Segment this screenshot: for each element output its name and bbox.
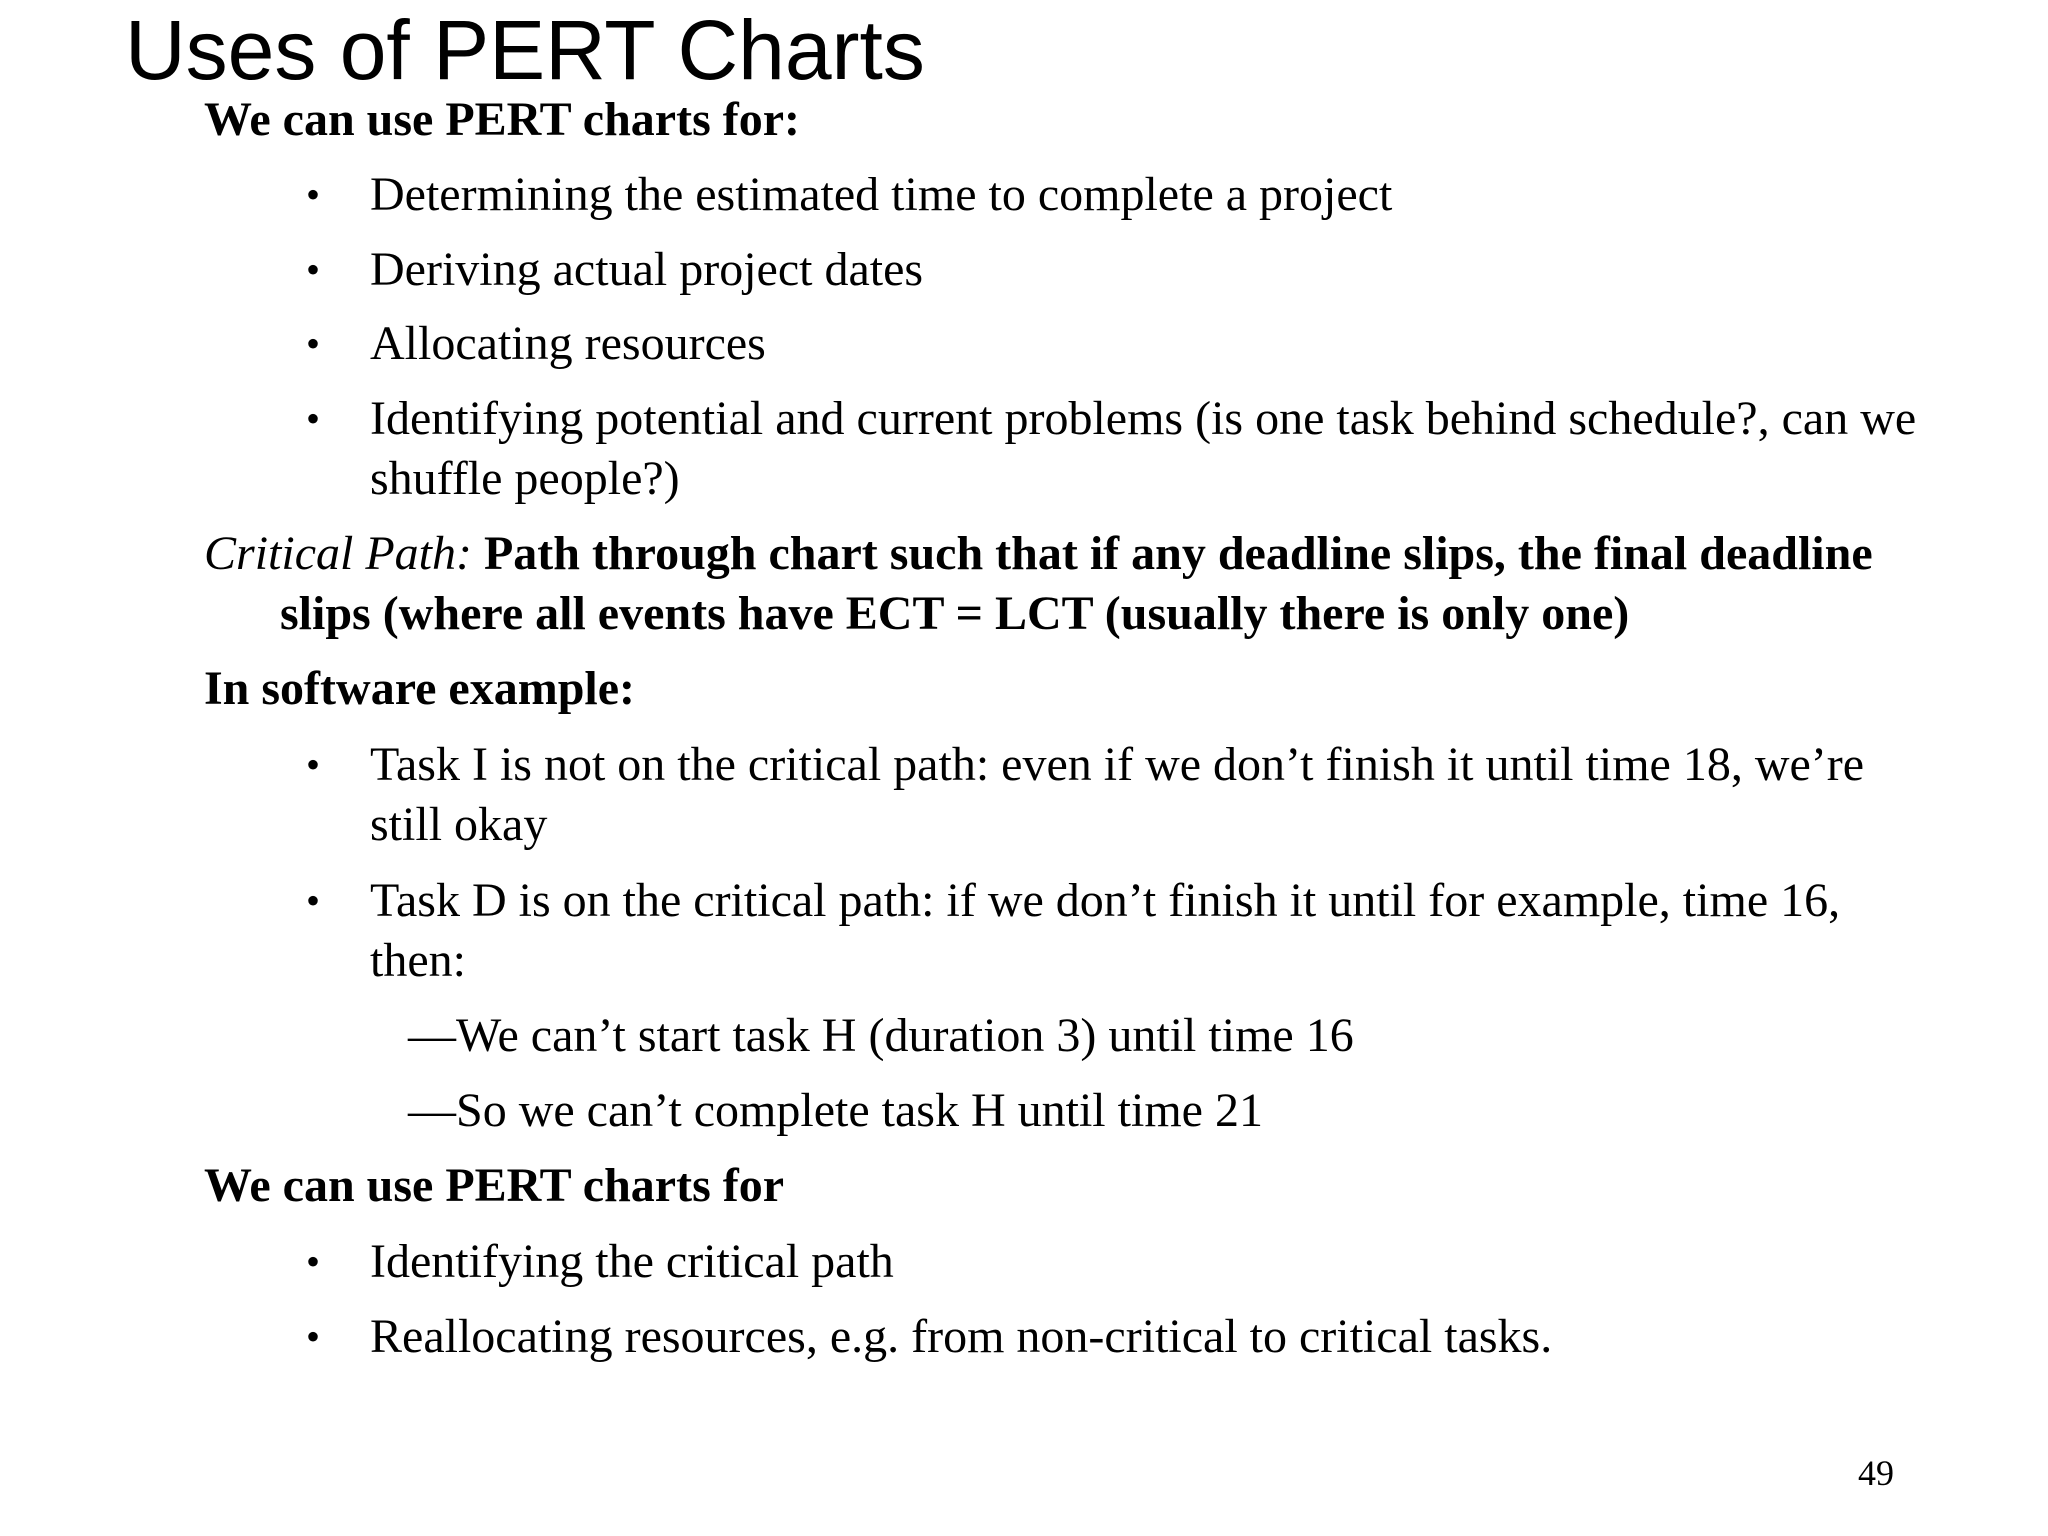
list-item: Determining the estimated time to complete a project bbox=[370, 168, 1393, 221]
list-item-continuation: still okay bbox=[370, 798, 548, 851]
list-item: Task I is not on the critical path: even if we don’t finish it until time 18, we’re bbox=[370, 738, 1865, 791]
bullet-icon: • bbox=[306, 396, 321, 441]
list-item: Task D is on the critical path: if we don’t finish it until for example, time 16, bbox=[370, 874, 1841, 927]
bullet-icon: • bbox=[306, 742, 321, 787]
list-item: Deriving actual project dates bbox=[370, 243, 924, 296]
bullet-icon: • bbox=[306, 1239, 321, 1284]
list-item-continuation: shuffle people?) bbox=[370, 452, 680, 505]
list-item: Identifying the critical path bbox=[370, 1235, 894, 1288]
bullet-icon: • bbox=[306, 321, 321, 366]
bullet-icon: • bbox=[306, 1314, 321, 1359]
sub-list-item: —So we can’t complete task H until time 21 bbox=[408, 1084, 1263, 1137]
page-number: 49 bbox=[1858, 1453, 1894, 1493]
critical-path-definition bbox=[204, 524, 1873, 584]
critical-path-definition-line2: slips (where all events have ECT = LCT (usually there is only one) bbox=[280, 587, 1630, 640]
section-heading-uses: We can use PERT charts for: bbox=[204, 93, 801, 146]
list-item: Identifying potential and current problems (is one task behind schedule?, can we bbox=[370, 392, 1917, 445]
list-item: Allocating resources bbox=[370, 317, 766, 370]
slide-title: Uses of PERT Charts bbox=[125, 3, 925, 97]
critical-path-definition-line1: Path through chart such that if any deadline slips, the final deadline bbox=[483, 527, 1873, 580]
critical-path-term: Critical Path: bbox=[204, 527, 472, 580]
section-heading-software-example: In software example: bbox=[204, 662, 636, 715]
list-item: Reallocating resources, e.g. from non-critical to critical tasks. bbox=[370, 1310, 1553, 1363]
section-heading-uses-2: We can use PERT charts for bbox=[204, 1159, 785, 1212]
bullet-icon: • bbox=[306, 172, 321, 217]
sub-list-item: —We can’t start task H (duration 3) until time 16 bbox=[408, 1009, 1354, 1062]
list-item-continuation: then: bbox=[370, 934, 466, 987]
bullet-icon: • bbox=[306, 247, 321, 292]
bullet-icon: • bbox=[306, 878, 321, 923]
